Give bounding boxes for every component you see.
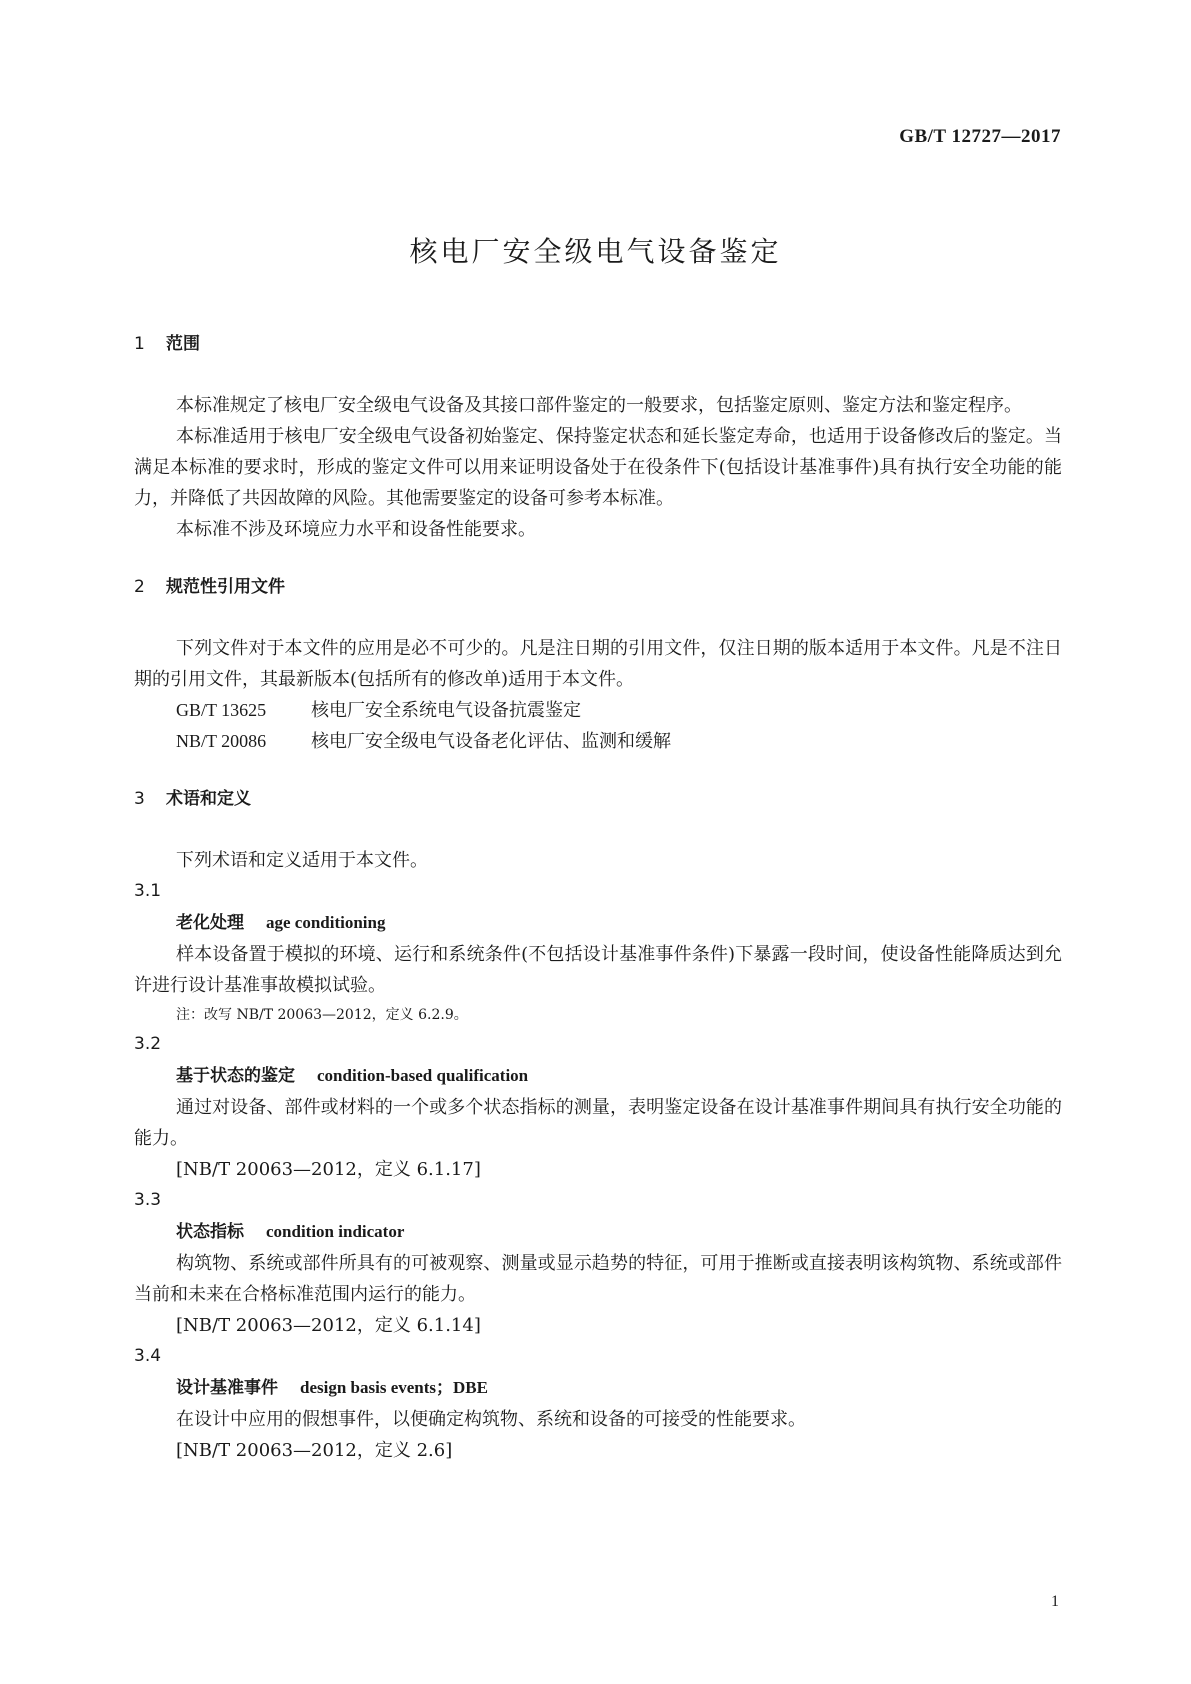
term-english: condition-based qualification xyxy=(317,1066,529,1085)
section-title: 规范性引用文件 xyxy=(166,577,285,597)
term-source: [NB/T 20063—2012，定义 2.6] xyxy=(176,1440,453,1461)
reference-code: GB/T 13625 xyxy=(176,700,267,720)
term-english: age conditioning xyxy=(266,913,386,932)
term-chinese: 基于状态的鉴定 xyxy=(176,1066,295,1086)
term-definition: 构筑物、系统或部件所具有的可被观察、测量或显示趋势的特征，可用于推断或直接表明该构筑物、系统或部件当前和未来在合格标准范围内运行的能力。 xyxy=(134,1253,1062,1305)
term-definition: 通过对设备、部件或材料的一个或多个状态指标的测量，表明鉴定设备在设计基准事件期间具有执行安全功能的能力。 xyxy=(134,1097,1062,1149)
term-number: 3.2 xyxy=(134,1034,162,1054)
reference-item xyxy=(134,726,1062,757)
term-note: 注：改写 NB/T 20063—2012，定义 6.2.9。 xyxy=(176,1007,468,1023)
section-number: 3 xyxy=(134,789,145,809)
reference-code: NB/T 20086 xyxy=(176,731,267,751)
reference-item xyxy=(134,695,1062,726)
term-english: design basis events；DBE xyxy=(300,1378,488,1397)
term-english: condition indicator xyxy=(266,1222,405,1241)
term-title xyxy=(134,1216,1062,1248)
section-1-heading xyxy=(134,330,1062,358)
term-definition: 样本设备置于模拟的环境、运行和系统条件(不包括设计基准事件条件)下暴露一段时间，使设备性能降质达到允许进行设计基准事故模拟试验。 xyxy=(134,944,1062,996)
paragraph: 本标准规定了核电厂安全级电气设备及其接口部件鉴定的一般要求，包括鉴定原则、鉴定方法和鉴定程序。 xyxy=(176,395,1022,416)
section-number: 1 xyxy=(134,334,145,354)
section-2-heading xyxy=(134,573,1062,601)
section-title: 范围 xyxy=(166,334,200,354)
paragraph: 下列术语和定义适用于本文件。 xyxy=(176,850,428,871)
document-body xyxy=(134,330,1062,1466)
section-3-heading xyxy=(134,785,1062,813)
term-source: [NB/T 20063—2012，定义 6.1.17] xyxy=(176,1159,481,1180)
paragraph: 本标准不涉及环境应力水平和设备性能要求。 xyxy=(176,519,536,540)
term-source: [NB/T 20063—2012，定义 6.1.14] xyxy=(176,1315,481,1336)
paragraph: 下列文件对于本文件的应用是必不可少的。凡是注日期的引用文件，仅注日期的版本适用于本文件。凡是不注日期的引用文件，其最新版本(包括所有的修改单)适用于本文件。 xyxy=(134,638,1062,690)
term-number: 3.1 xyxy=(134,881,162,901)
term-number: 3.4 xyxy=(134,1346,162,1366)
term-number: 3.3 xyxy=(134,1190,162,1210)
term-chinese: 设计基准事件 xyxy=(176,1378,278,1398)
term-chinese: 老化处理 xyxy=(176,913,244,933)
reference-title: 核电厂安全系统电气设备抗震鉴定 xyxy=(311,700,581,721)
document-title: 核电厂安全级电气设备鉴定 xyxy=(409,235,782,268)
paragraph: 本标准适用于核电厂安全级电气设备初始鉴定、保持鉴定状态和延长鉴定寿命，也适用于设备修改后的鉴定。当满足本标准的要求时，形成的鉴定文件可以用来证明设备处于在役条件下(包括设计基准事件)具有执行安全功能的能力，并降低了共因故障的风险。其他需要鉴定的设备可参考本标准。 xyxy=(134,426,1062,509)
standard-code: GB/T 12727—2017 xyxy=(899,126,1061,147)
term-title xyxy=(134,907,1062,939)
reference-title: 核电厂安全级电气设备老化评估、监测和缓解 xyxy=(311,731,671,752)
term-chinese: 状态指标 xyxy=(176,1222,244,1242)
term-definition: 在设计中应用的假想事件，以便确定构筑物、系统和设备的可接受的性能要求。 xyxy=(176,1409,806,1430)
term-title xyxy=(134,1372,1062,1404)
section-title: 术语和定义 xyxy=(166,789,251,809)
page-number: 1 xyxy=(1051,1593,1059,1610)
term-title xyxy=(134,1060,1062,1092)
section-number: 2 xyxy=(134,577,145,597)
